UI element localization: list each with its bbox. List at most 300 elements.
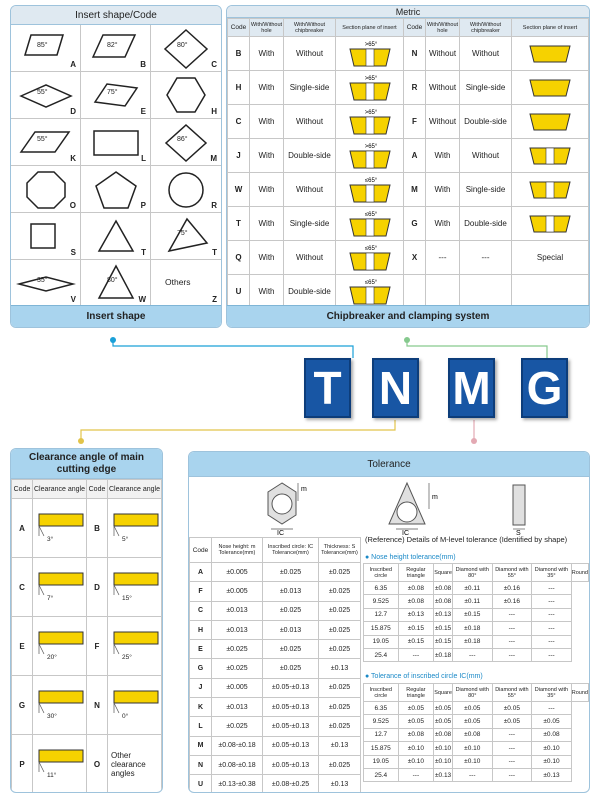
cb-chipbreaker: Without — [284, 241, 336, 275]
cb-code: C — [228, 105, 250, 139]
tolerance-cell: ±0.025 — [319, 640, 361, 659]
svg-text:>65°: >65° — [364, 143, 377, 150]
m-level-cell: ±0.10 — [434, 742, 453, 755]
tolerance-cell: F — [190, 582, 212, 601]
m-level-cell: --- — [532, 622, 572, 635]
tolerance-cell: ±0.05-±0.13 — [263, 755, 319, 774]
ic-tolerance-subtitle: ● Tolerance of inscribed circle IC(mm) — [365, 673, 483, 680]
tolerance-cell: ±0.025 — [263, 601, 319, 620]
m-level-cell: --- — [532, 702, 572, 715]
tolerance-panel — [188, 451, 590, 793]
tolerance-cell: ±0.013 — [212, 698, 263, 717]
svg-text:≤65°: ≤65° — [364, 245, 377, 252]
clearance-angle-diagram — [35, 626, 87, 656]
tolerance-cell: ±0.025 — [319, 755, 361, 774]
cb-chipbreaker-right: Without — [460, 37, 512, 71]
tolerance-cell: ±0.025 — [319, 698, 361, 717]
m-level-row — [364, 728, 589, 741]
tolerance-cell: ±0.005 — [212, 582, 263, 601]
cb-chipbreaker: Without — [284, 173, 336, 207]
cb-hole-right: With — [426, 207, 460, 241]
insert-code-label: S — [70, 248, 76, 257]
m-level-cell: ±0.15 — [452, 608, 492, 621]
col-hole-2: With/Without hole — [426, 19, 460, 37]
tolerance-row — [190, 775, 361, 793]
m-level-cell: ±0.18 — [434, 648, 453, 661]
insert-code-label: W — [138, 295, 146, 304]
tolerance-cell: ±0.13 — [319, 775, 361, 793]
m-level-cell: --- — [492, 635, 532, 648]
insert-others-label: Others — [165, 277, 191, 287]
m-level-cell: 19.05 — [364, 635, 399, 648]
cb-hole: With — [250, 207, 284, 241]
clr-col-angle: Clearance angle — [33, 480, 87, 499]
cb-code-right: A — [404, 139, 426, 173]
m-level-row — [364, 715, 589, 728]
m-level-row — [364, 595, 589, 608]
m-level-cell: ±0.05 — [398, 702, 434, 715]
m-level-col: Diamond with 55° — [492, 564, 532, 582]
cb-hole-right: With — [426, 139, 460, 173]
tolerance-cell: J — [190, 678, 212, 697]
tol-col-thickness: Thickness: S Tolerance(mm) — [319, 538, 361, 563]
cb-code-right: G — [404, 207, 426, 241]
tol-col-code: Code — [190, 538, 212, 563]
tolerance-cell: ±0.08-±0.18 — [212, 755, 263, 774]
cb-chipbreaker-right: Without — [460, 139, 512, 173]
m-level-cell: ±0.05 — [434, 702, 453, 715]
m-level-row — [364, 582, 589, 595]
cb-hole: With — [250, 173, 284, 207]
clearance-angle-diagram — [35, 567, 87, 597]
clearance-angle-diagram — [35, 744, 87, 774]
m-level-cell: --- — [532, 608, 572, 621]
tolerance-cell: ±0.05-±0.13 — [263, 736, 319, 755]
clr-col-code-2: Code — [87, 480, 108, 499]
clearance-code: P — [12, 735, 33, 794]
insert-code-label: D — [70, 107, 76, 116]
insert-angle-label: 35° — [37, 277, 48, 284]
m-level-cell: ±0.08 — [532, 728, 572, 741]
insert-code-label: K — [70, 154, 76, 163]
m-level-cell: ±0.08 — [434, 728, 453, 741]
insert-code-label: B — [140, 60, 146, 69]
m-level-col: Diamond with 35° — [532, 684, 572, 702]
m-level-cell: ±0.11 — [452, 582, 492, 595]
m-level-cell: --- — [492, 648, 532, 661]
tol-col-nose: Nose height: m Tolerance(mm) — [212, 538, 263, 563]
tolerance-cell: ±0.025 — [263, 659, 319, 678]
svg-text:≤65°: ≤65° — [364, 279, 377, 286]
m-level-cell: ±0.10 — [532, 742, 572, 755]
tolerance-row — [190, 582, 361, 601]
insert-code-label: M — [210, 154, 217, 163]
insert-code-label: T — [212, 248, 217, 257]
dim-m-label-1: m — [301, 486, 307, 493]
cb-chipbreaker: Double-side — [284, 275, 336, 309]
tolerance-cell: ±0.013 — [263, 620, 319, 639]
m-level-cell: ±0.08 — [434, 595, 453, 608]
cb-hole-right: Without — [426, 71, 460, 105]
tolerance-cell: K — [190, 698, 212, 717]
insert-shape-header: Insert shape/Code — [11, 6, 221, 25]
tol-col-ic: Inscribed circle: IC Tolerance(mm) — [263, 538, 319, 563]
m-level-reference-title: (Reference) Details of M-level tolerance (Identified by shape) — [365, 535, 568, 544]
insert-angle-label: 86° — [177, 136, 188, 143]
code-letter-g: G — [521, 358, 568, 418]
clearance-angle-diagram — [35, 508, 87, 538]
m-level-col: Inscribed circle — [364, 564, 399, 582]
m-level-cell: --- — [492, 742, 532, 755]
m-level-cell: ±0.05 — [532, 715, 572, 728]
clr-col-angle-2: Clearance angle — [108, 480, 162, 499]
m-level-col: Round — [571, 564, 588, 582]
code-letter-n: N — [372, 358, 419, 418]
cb-hole-right: Without — [426, 105, 460, 139]
cb-hole-right: With — [426, 173, 460, 207]
cb-code: W — [228, 173, 250, 207]
insert-angle-label: 85° — [37, 42, 48, 49]
tolerance-cell: ±0.025 — [319, 678, 361, 697]
m-level-cell: 25.4 — [364, 768, 399, 781]
m-level-cell: 6.35 — [364, 582, 399, 595]
m-level-cell: ±0.13 — [434, 768, 453, 781]
m-level-cell: ±0.05 — [492, 702, 532, 715]
tolerance-cell: ±0.013 — [212, 620, 263, 639]
cb-hole: With — [250, 37, 284, 71]
nose-height-table — [363, 563, 589, 662]
m-level-cell: 9.525 — [364, 595, 399, 608]
m-level-cell: --- — [532, 648, 572, 661]
m-level-cell: ±0.10 — [398, 742, 434, 755]
m-level-cell: ±0.13 — [532, 768, 572, 781]
m-level-cell: --- — [492, 755, 532, 768]
m-level-cell: ±0.05 — [492, 715, 532, 728]
col-hole: With/Without hole — [250, 19, 284, 37]
m-level-cell: ±0.18 — [452, 635, 492, 648]
tolerance-cell: E — [190, 640, 212, 659]
nose-height-subtitle: ● Nose height tolerance(mm) — [365, 554, 456, 561]
cb-code: U — [228, 275, 250, 309]
cb-section-right: Special — [512, 241, 589, 275]
m-level-cell: --- — [492, 622, 532, 635]
insert-code-label: A — [70, 60, 76, 69]
tolerance-row — [190, 640, 361, 659]
m-level-cell: 6.35 — [364, 702, 399, 715]
m-level-row — [364, 635, 589, 648]
m-level-cell: 15.875 — [364, 742, 399, 755]
tolerance-cell: ±0.05-±0.13 — [263, 678, 319, 697]
insert-angle-label: 55° — [37, 89, 48, 96]
cb-chipbreaker-right: Double-side — [460, 207, 512, 241]
m-level-cell: --- — [532, 635, 572, 648]
tolerance-row — [190, 698, 361, 717]
m-level-row — [364, 768, 589, 781]
clearance-angle-cell: 25° — [108, 617, 162, 676]
m-level-cell: ±0.15 — [398, 622, 434, 635]
tolerance-row — [190, 736, 361, 755]
clr-col-code: Code — [12, 480, 33, 499]
cb-hole: With — [250, 275, 284, 309]
tolerance-row — [190, 755, 361, 774]
insert-code-label: T — [141, 248, 146, 257]
clearance-row — [12, 499, 162, 558]
tolerance-cell: U — [190, 775, 212, 793]
clearance-table — [11, 479, 162, 793]
cb-code-right: M — [404, 173, 426, 207]
m-level-col: Diamond with 55° — [492, 684, 532, 702]
m-level-cell: ±0.08 — [452, 728, 492, 741]
m-level-col: Round — [571, 684, 588, 702]
m-level-col: Diamond with 35° — [532, 564, 572, 582]
insert-code-label: O — [69, 201, 76, 210]
chipbreaker-footer: Chipbreaker and clamping system — [227, 305, 589, 327]
tolerance-cell: ±0.005 — [212, 678, 263, 697]
svg-text:>65°: >65° — [364, 75, 377, 82]
metric-header: Metric — [227, 6, 589, 18]
col-section-2: Section plane of insert — [512, 19, 589, 37]
cb-chipbreaker: Without — [284, 37, 336, 71]
tolerance-cell: ±0.025 — [212, 659, 263, 678]
tolerance-cell: H — [190, 620, 212, 639]
insert-code-label: C — [211, 60, 217, 69]
dim-s-label: S — [516, 530, 521, 535]
clearance-row — [12, 558, 162, 617]
m-level-row — [364, 608, 589, 621]
tolerance-cell: ±0.025 — [263, 563, 319, 582]
clearance-angle-cell: 7° — [33, 558, 87, 617]
tolerance-title: Tolerance — [189, 452, 589, 477]
m-level-cell: ±0.08 — [434, 582, 453, 595]
cb-chipbreaker-right: Double-side — [460, 105, 512, 139]
tolerance-cell: ±0.025 — [319, 717, 361, 736]
m-level-cell: 12.7 — [364, 608, 399, 621]
cb-chipbreaker: Single-side — [284, 207, 336, 241]
connector-clearance — [81, 420, 395, 441]
col-code: Code — [228, 19, 250, 37]
m-level-cell: 19.05 — [364, 755, 399, 768]
cb-code-right: R — [404, 71, 426, 105]
insert-angle-label: 55° — [37, 136, 48, 143]
m-level-cell: ±0.10 — [532, 755, 572, 768]
clearance-angle-cell: 30° — [33, 676, 87, 735]
tolerance-cell: ±0.025 — [319, 620, 361, 639]
tolerance-cell: ±0.013 — [212, 601, 263, 620]
clearance-row — [12, 735, 162, 794]
m-level-cell: ±0.05 — [452, 702, 492, 715]
cb-code-right: F — [404, 105, 426, 139]
m-level-row — [364, 742, 589, 755]
m-level-cell: ±0.16 — [492, 582, 532, 595]
tolerance-cell: ±0.025 — [212, 640, 263, 659]
svg-text:>65°: >65° — [364, 41, 377, 48]
tolerance-cell: ±0.025 — [319, 601, 361, 620]
tolerance-row — [190, 620, 361, 639]
m-level-cell: ±0.05 — [434, 715, 453, 728]
m-level-row — [364, 702, 589, 715]
clearance-code: F — [87, 617, 108, 676]
clearance-angle-cell: 20° — [33, 617, 87, 676]
m-level-col: Diamond with 80° — [452, 564, 492, 582]
m-level-cell: 12.7 — [364, 728, 399, 741]
cb-hole: With — [250, 241, 284, 275]
tolerance-row — [190, 717, 361, 736]
m-level-cell: 9.525 — [364, 715, 399, 728]
cb-hole-right: --- — [426, 241, 460, 275]
insert-angle-label: 75° — [107, 89, 118, 96]
m-level-cell: ±0.08 — [398, 595, 434, 608]
m-level-col: Inscribed circle — [364, 684, 399, 702]
m-level-col: Regular triangle — [398, 684, 434, 702]
m-level-cell: ±0.10 — [434, 755, 453, 768]
clearance-angle-cell: 15° — [108, 558, 162, 617]
m-level-cell: --- — [492, 608, 532, 621]
m-level-cell: --- — [398, 648, 434, 661]
cb-code-right: X — [404, 241, 426, 275]
cb-chipbreaker: Double-side — [284, 139, 336, 173]
cb-chipbreaker: Single-side — [284, 71, 336, 105]
tolerance-cell: ±0.13 — [319, 736, 361, 755]
svg-text:≤65°: ≤65° — [364, 177, 377, 184]
m-level-row — [364, 755, 589, 768]
m-level-cell: --- — [398, 768, 434, 781]
col-section: Section plane of insert — [336, 19, 404, 37]
dim-ic-label-2: IC — [402, 530, 409, 535]
tolerance-cell: ±0.013 — [263, 582, 319, 601]
m-level-cell: --- — [492, 768, 532, 781]
m-level-col: Diamond with 80° — [452, 684, 492, 702]
cb-chipbreaker-right: Single-side — [460, 71, 512, 105]
clearance-code: C — [12, 558, 33, 617]
m-level-row — [364, 622, 589, 635]
m-level-cell: ±0.11 — [452, 595, 492, 608]
clearance-angle-diagram — [110, 626, 162, 656]
tolerance-cell: ±0.08-±0.18 — [212, 736, 263, 755]
tolerance-cell: ±0.025 — [319, 563, 361, 582]
m-level-cell: --- — [532, 595, 572, 608]
m-level-row — [364, 648, 589, 661]
m-level-cell: ±0.15 — [434, 635, 453, 648]
clearance-code: A — [12, 499, 33, 558]
tolerance-cell: ±0.025 — [212, 717, 263, 736]
tolerance-cell: ±0.05-±0.13 — [263, 698, 319, 717]
m-level-cell: ±0.08 — [398, 728, 434, 741]
cb-hole-right: Without — [426, 37, 460, 71]
m-level-header-row — [364, 564, 589, 582]
cb-code: T — [228, 207, 250, 241]
dim-m-label-2: m — [432, 494, 438, 501]
connector-chipbreaker — [407, 340, 547, 358]
clearance-angle-diagram — [110, 567, 162, 597]
clearance-row — [12, 676, 162, 735]
clearance-code: O — [87, 735, 108, 794]
m-level-cell: ±0.16 — [492, 595, 532, 608]
m-level-cell: --- — [532, 582, 572, 595]
clearance-code: B — [87, 499, 108, 558]
dim-ic-label-1: IC — [277, 530, 284, 535]
svg-text:>65°: >65° — [364, 109, 377, 116]
cb-hole: With — [250, 139, 284, 173]
tolerance-row — [190, 659, 361, 678]
m-level-cell: ±0.08 — [398, 582, 434, 595]
tolerance-row — [190, 678, 361, 697]
tolerance-cell: A — [190, 563, 212, 582]
m-level-cell: ±0.10 — [452, 755, 492, 768]
tolerance-cell: G — [190, 659, 212, 678]
m-level-cell: ±0.05 — [452, 715, 492, 728]
svg-text:≤65°: ≤65° — [364, 211, 377, 218]
insert-code-label: E — [140, 107, 146, 116]
insert-code-label: H — [211, 107, 217, 116]
m-level-cell: ±0.15 — [434, 622, 453, 635]
cb-chipbreaker: Without — [284, 105, 336, 139]
m-level-cell: --- — [452, 648, 492, 661]
clearance-angle-cell: 5° — [108, 499, 162, 558]
clearance-row — [12, 617, 162, 676]
m-level-cell: ±0.05 — [398, 715, 434, 728]
thickness-diagram — [513, 485, 525, 525]
tolerance-cell: ±0.05-±0.13 — [263, 717, 319, 736]
tolerance-diagrams — [189, 479, 589, 535]
col-chipbreaker-2: With/Without chipbreaker — [460, 19, 512, 37]
tolerance-cell: ±0.025 — [319, 582, 361, 601]
code-letter-t: T — [304, 358, 351, 418]
clearance-code: G — [12, 676, 33, 735]
code-letter-m: M — [448, 358, 495, 418]
insert-angle-label: 75° — [177, 230, 188, 237]
tolerance-cell: M — [190, 736, 212, 755]
insert-angle-label: 82° — [107, 42, 118, 49]
clearance-code: N — [87, 676, 108, 735]
tolerance-cell: ±0.08-±0.25 — [263, 775, 319, 793]
tolerance-main-table — [189, 537, 361, 793]
m-level-col: Square — [434, 684, 453, 702]
clearance-angle-cell: 0° — [108, 676, 162, 735]
tolerance-cell: ±0.025 — [263, 640, 319, 659]
cb-chipbreaker-right: Single-side — [460, 173, 512, 207]
insert-angle-label: 80° — [177, 42, 188, 49]
tolerance-cell: N — [190, 755, 212, 774]
m-level-cell: --- — [452, 768, 492, 781]
tolerance-row — [190, 601, 361, 620]
m-level-cell: ±0.10 — [398, 755, 434, 768]
insert-code-label: P — [140, 201, 146, 210]
insert-shape-footer: Insert shape — [11, 305, 221, 327]
insert-code-label: V — [70, 295, 76, 304]
clearance-code: D — [87, 558, 108, 617]
m-level-header-row — [364, 684, 589, 702]
m-level-cell: ±0.13 — [434, 608, 453, 621]
cb-chipbreaker-right: --- — [460, 241, 512, 275]
cb-hole: With — [250, 105, 284, 139]
ic-tolerance-table — [363, 683, 589, 782]
col-code-2: Code — [404, 19, 426, 37]
tolerance-cell: ±0.13 — [319, 659, 361, 678]
insert-code-label: R — [211, 201, 217, 210]
cb-code: J — [228, 139, 250, 173]
tolerance-cell: ±0.13-±0.38 — [212, 775, 263, 793]
m-level-cell: 15.875 — [364, 622, 399, 635]
insert-code-label: L — [141, 154, 146, 163]
tolerance-cell: C — [190, 601, 212, 620]
m-level-cell: ±0.18 — [452, 622, 492, 635]
connector-insert-shape — [113, 340, 353, 358]
tolerance-row — [190, 563, 361, 582]
m-level-col: Regular triangle — [398, 564, 434, 582]
cb-code: H — [228, 71, 250, 105]
clearance-title: Clearance angle of main cutting edge — [11, 449, 162, 479]
clearance-angle-diagram — [110, 508, 162, 538]
